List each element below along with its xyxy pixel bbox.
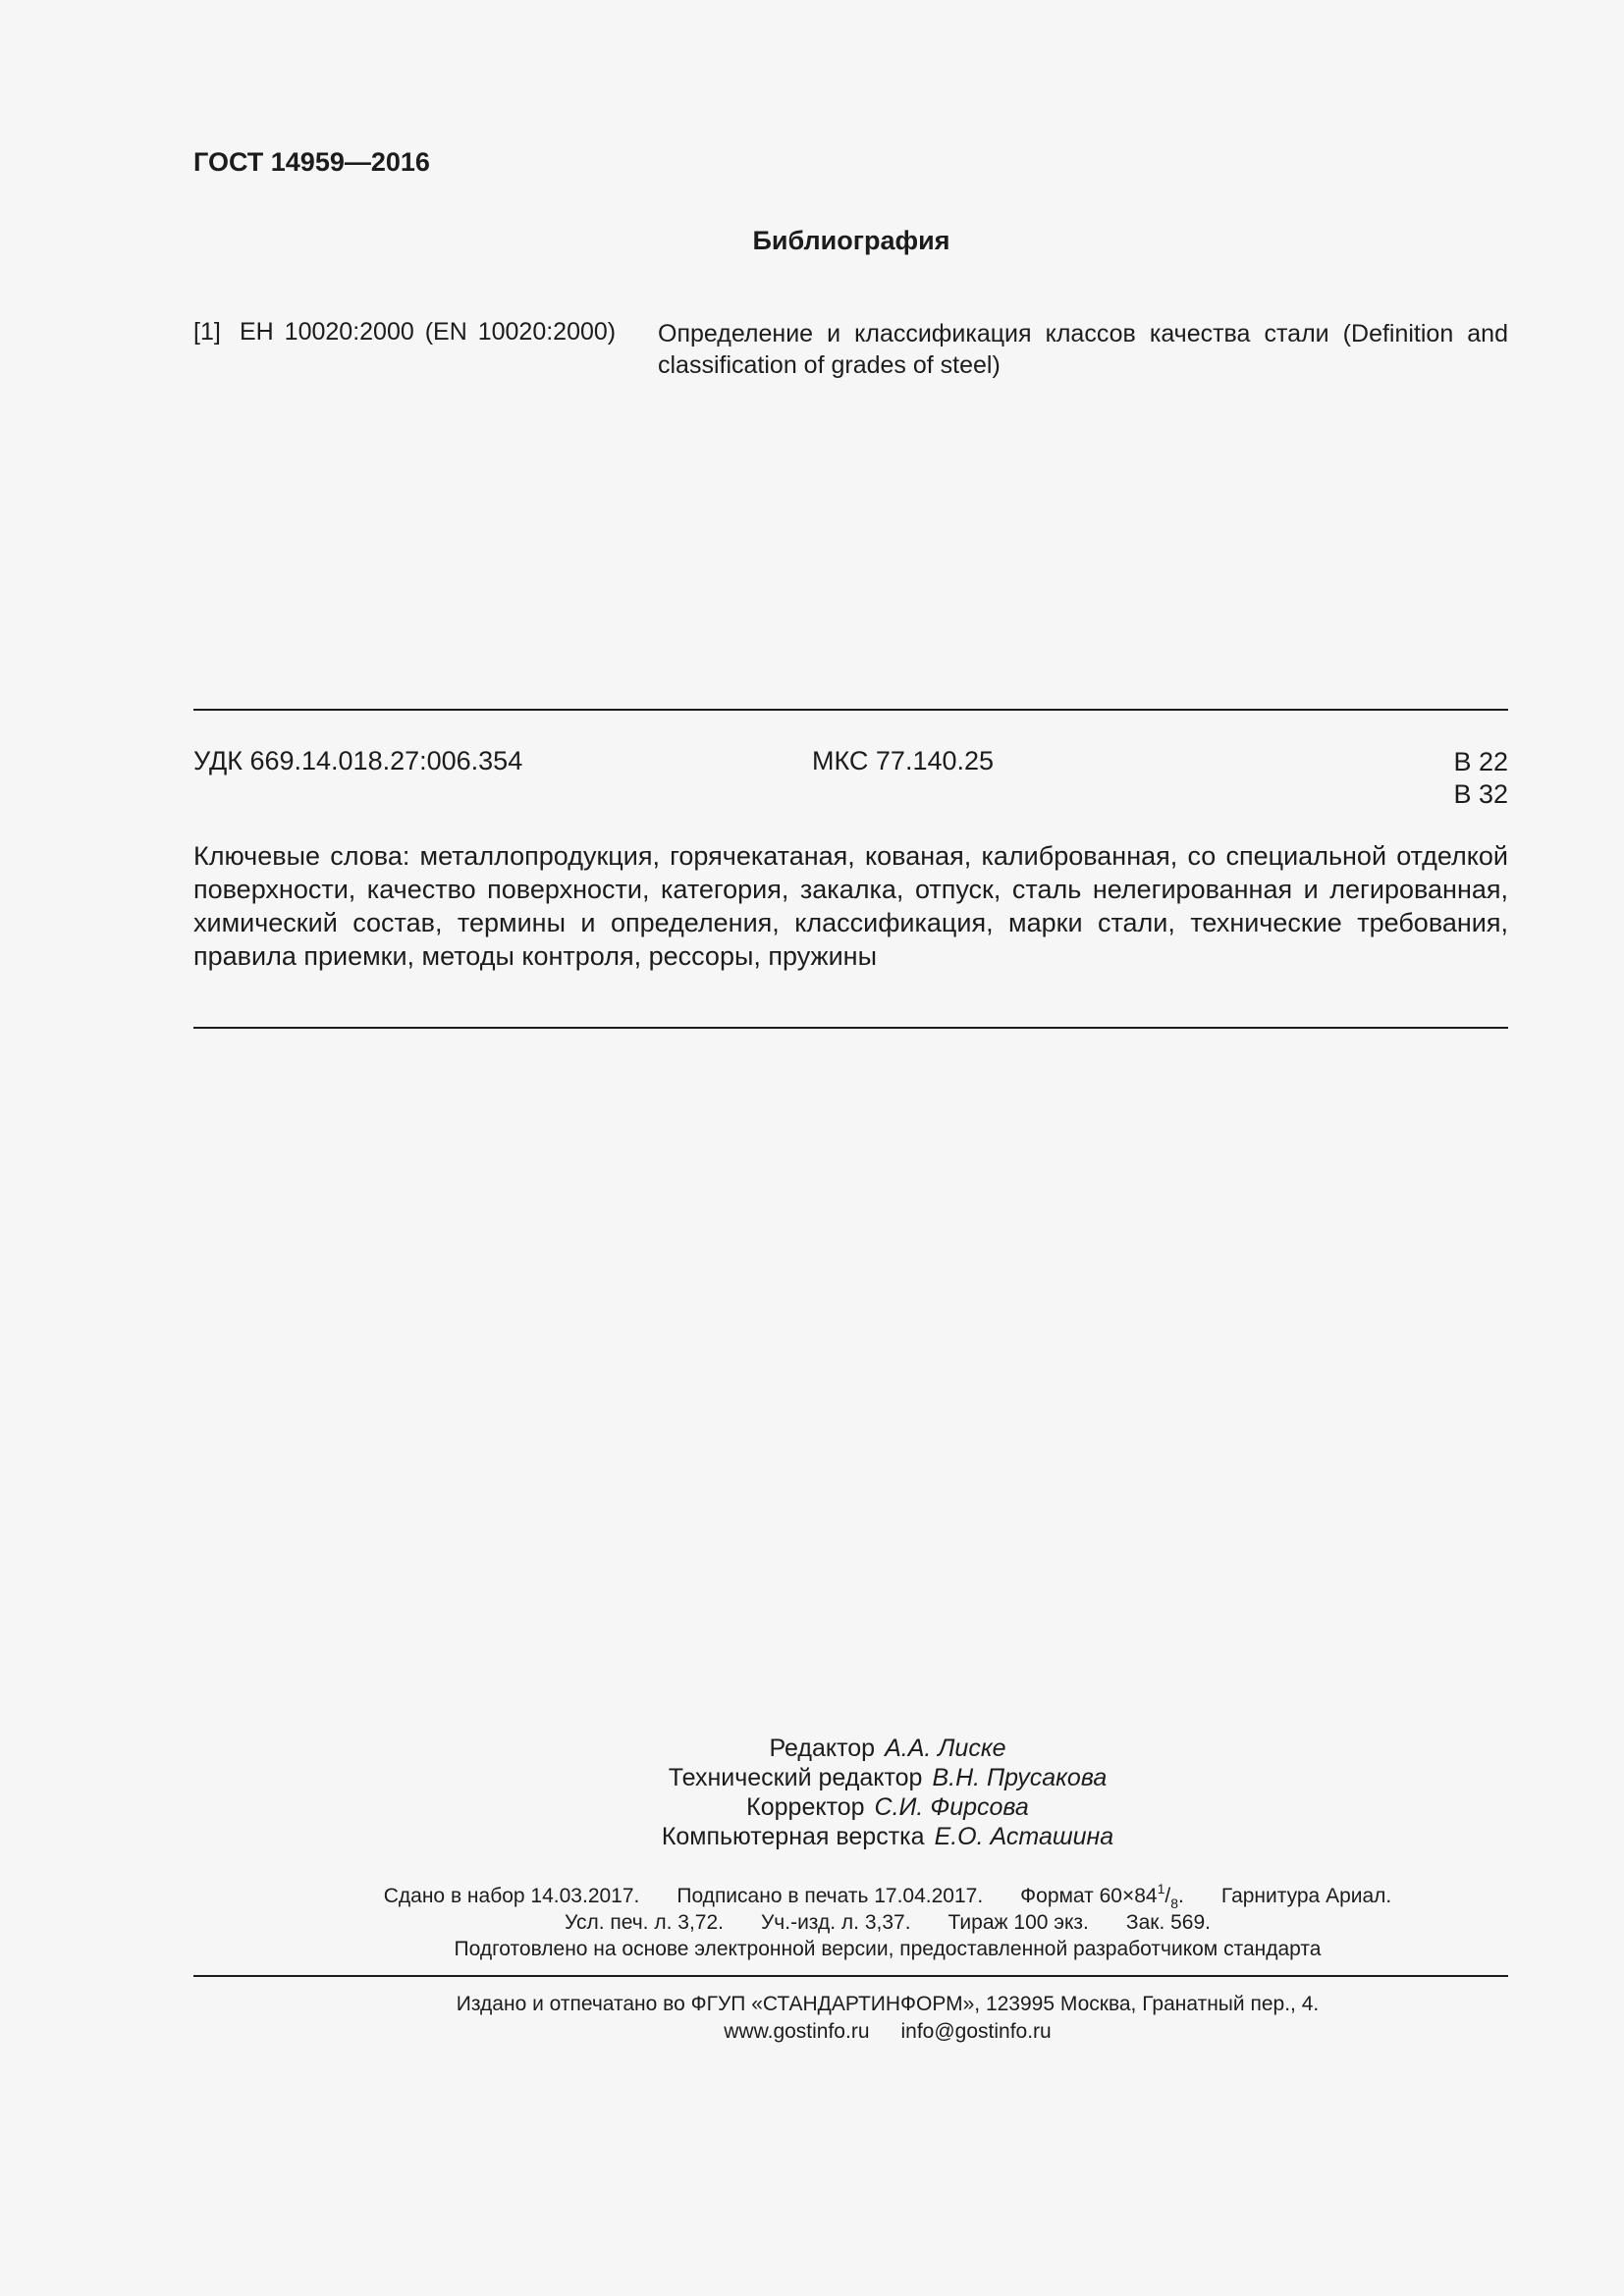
prepared-note: Подготовлено на основе электронной версии, предоставленной разработчиком стандарта (454, 1938, 1322, 1960)
order-number: Зак. 569. (1125, 1911, 1211, 1934)
typeset-date: Сдано в набор 14.03.2017. (383, 1885, 640, 1907)
publisher-contacts (295, 2018, 1481, 2046)
imprint-line-1 (295, 1883, 1481, 1909)
credit-name: Е.О. Асташина (934, 1823, 1114, 1850)
paper-format: Формат $60\times 84^1/_8$. (1020, 1881, 1184, 1911)
credit-role: Компьютерная верстка (661, 1823, 925, 1850)
credit-line (491, 1822, 1284, 1851)
credit-name: А.А. Лиске (885, 1735, 1006, 1762)
credit-name: В.Н. Прусакова (932, 1764, 1108, 1791)
credit-line (491, 1763, 1284, 1792)
print-sheets: Усл. печ. л. 3,72. (565, 1911, 724, 1934)
credit-name: С.И. Фирсова (874, 1793, 1029, 1821)
classification-group: В 32 (1453, 779, 1508, 809)
bibliography-title: Библиография (752, 226, 950, 255)
credit-role: Корректор (746, 1793, 865, 1821)
publisher-block (295, 1991, 1481, 2046)
publisher-line: Издано и отпечатано во ФГУП «СТАНДАРТИНФОРМ», 123995 Москва, Гранатный пер., 4. (456, 1993, 1320, 2015)
divider-top (193, 709, 1508, 711)
credit-line (491, 1734, 1284, 1763)
document-code: ГОСТ 14959—2016 (193, 147, 430, 177)
classification-group: В 22 (1453, 747, 1508, 776)
circulation: Тираж 100 экз. (947, 1911, 1089, 1934)
mks-code: МКС 77.140.25 (812, 746, 995, 775)
divider-bottom (193, 1975, 1508, 1977)
reference-number: [1] (193, 318, 221, 346)
website-link[interactable]: www.gostinfo.ru (724, 2020, 870, 2043)
typeface: Гарнитура Ариал. (1220, 1885, 1392, 1907)
udk-code: УДК 669.14.018.27:006.354 (193, 746, 523, 775)
reference-description: Определение и классификация классов качества стали (Definition and classification of grades of steel) (658, 320, 1508, 379)
classification-groups (1375, 746, 1508, 811)
credit-role: Технический редактор (668, 1764, 923, 1791)
email-link[interactable]: info@gostinfo.ru (900, 2020, 1052, 2043)
imprint-line-2 (295, 1909, 1481, 1936)
divider-middle (193, 1027, 1508, 1029)
keywords-paragraph: Ключевые слова: металлопродукция, горячекатаная, кованая, калиброванная, со специальной отделкой поверхности, качество поверхности, категория, закалка, отпуск, сталь нелегированная и легированная, химический состав, термины и определения, классификация, марки стали, технические требования, правила приемки, методы контроля, рессоры, пружины (193, 841, 1508, 971)
edit-sheets: Уч.-изд. л. 3,37. (760, 1911, 911, 1934)
signed-date: Подписано в печать 17.04.2017. (677, 1885, 984, 1907)
reference-standard-code: ЕН 10020:2000 (EN 10020:2000) (240, 318, 617, 346)
credit-role: Редактор (769, 1735, 876, 1762)
credit-line (491, 1792, 1284, 1822)
credits-block (491, 1734, 1284, 1851)
imprint-block (295, 1883, 1481, 1962)
